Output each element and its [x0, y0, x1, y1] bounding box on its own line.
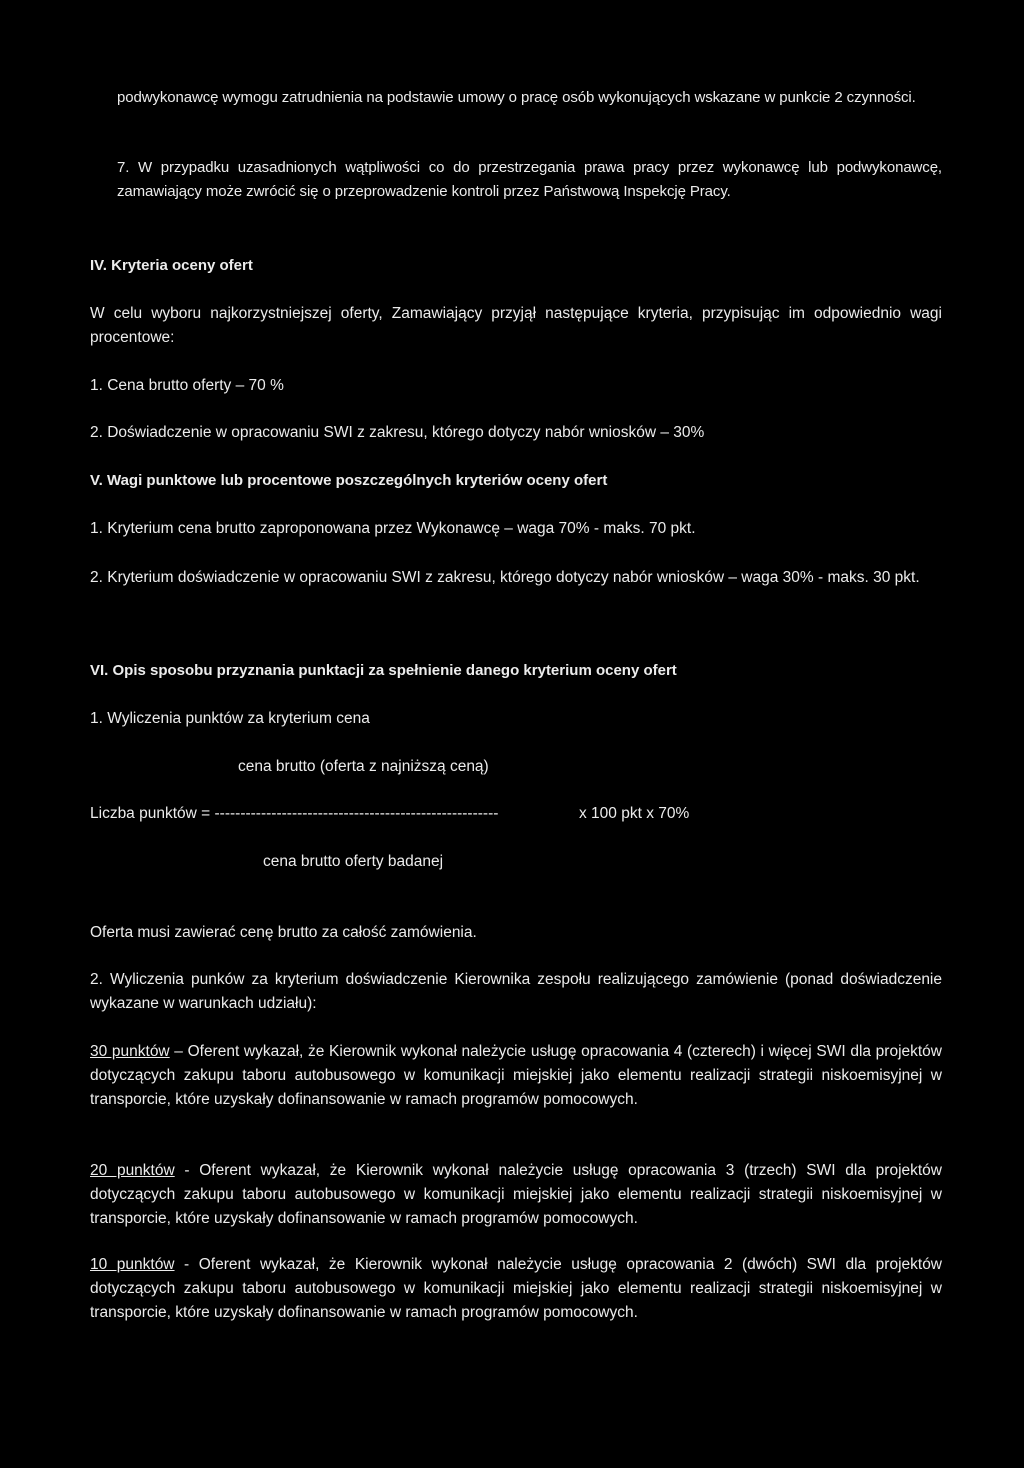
formula-lhs: Liczba punktów =: [90, 805, 211, 822]
points-20-label: 20 punktów: [90, 1162, 175, 1179]
points-10-paragraph: [90, 1253, 942, 1325]
fraction-bar: -------------------------------------------------------: [214, 805, 499, 822]
paragraph-7-text: 7. W przypadku uzasadnionych wątpliwości co do przestrzegania prawa pracy przez wykonawcę lub podwykonawcę, zamawiający może zwrócić się o przeprowadzenie kontroli przez Państwową Inspekcję Pracy.: [117, 159, 942, 200]
weight-2: 2. Kryterium doświadczenie w opracowaniu SWI z zakresu, którego dotyczy nabór wniosków – waga 30% - maks. 30 pkt.: [90, 569, 920, 586]
calc-1-heading: 1. Wyliczenia punktów za kryterium cena: [90, 710, 370, 727]
paragraph-7: [117, 156, 942, 204]
section-4-heading: IV. Kryteria oceny ofert: [90, 257, 253, 274]
points-20-text: - Oferent wykazał, że Kierownik wykonał należycie usługę opracowania 3 (trzech) SWI dla projektów dotyczących zakupu taboru autobusowego w komunikacji miejskiej jako elementu realizacji strategii niskoemisyjnej w transporcie, które uzyskały dofinansowanie w ramach programów pomocowych.: [90, 1162, 942, 1227]
formula-multiplier: x 100 pkt x 70%: [579, 805, 690, 822]
intro-paragraph: podwykonawcę wymogu zatrudnienia na podstawie umowy o pracę osób wykonujących wskazane w punkcie 2 czynności.: [117, 89, 916, 106]
criterion-1: 1. Cena brutto oferty – 70 %: [90, 377, 284, 394]
formula-line: [90, 802, 498, 826]
weight-1: 1. Kryterium cena brutto zaproponowana przez Wykonawcę – waga 70% - maks. 70 pkt.: [90, 520, 696, 537]
points-30-label: 30 punktów: [90, 1043, 170, 1060]
points-30-paragraph: [90, 1040, 942, 1112]
formula-numerator: cena brutto (oferta z najniższą ceną): [238, 758, 489, 775]
formula-denominator: cena brutto oferty badanej: [263, 853, 444, 870]
points-20-paragraph: [90, 1159, 942, 1231]
calc-2-heading: 2. Wyliczenia punków za kryterium doświadczenie Kierownika zespołu realizującego zamówienie (ponad doświadczenie wykazane w warunkach udziału):: [90, 971, 942, 1012]
points-10-text: - Oferent wykazał, że Kierownik wykonał należycie usługę opracowania 2 (dwóch) SWI dla projektów dotyczących zakupu taboru autobusowego w komunikacji miejskiej jako elementu realizacji strategii niskoemisyjnej w transporcie, które uzyskały dofinansowanie w ramach programów pomocowych.: [90, 1256, 943, 1321]
price-note: Oferta musi zawierać cenę brutto za całość zamówienia.: [90, 924, 477, 941]
points-10-label: 10 punktów: [90, 1256, 175, 1273]
points-30-text: – Oferent wykazał, że Kierownik wykonał należycie usługę opracowania 4 (czterech) i więcej SWI dla projektów dotyczących zakupu taboru autobusowego w komunikacji miejskiej jako elementu realizacji strategii niskoemisyjnej w transporcie, które uzyskały dofinansowanie w ramach programów pomocowych.: [90, 1043, 943, 1108]
section-4-intro: W celu wyboru najkorzystniejszej oferty, Zamawiający przyjął następujące kryteria, przypisując im odpowiednio wagi procentowe:: [90, 305, 942, 346]
section-6-heading: VI. Opis sposobu przyznania punktacji za spełnienie danego kryterium oceny ofert: [90, 662, 677, 679]
section-5-heading: V. Wagi punktowe lub procentowe poszczególnych kryteriów oceny ofert: [90, 472, 608, 489]
criterion-2: 2. Doświadczenie w opracowaniu SWI z zakresu, którego dotyczy nabór wniosków – 30%: [90, 424, 705, 441]
